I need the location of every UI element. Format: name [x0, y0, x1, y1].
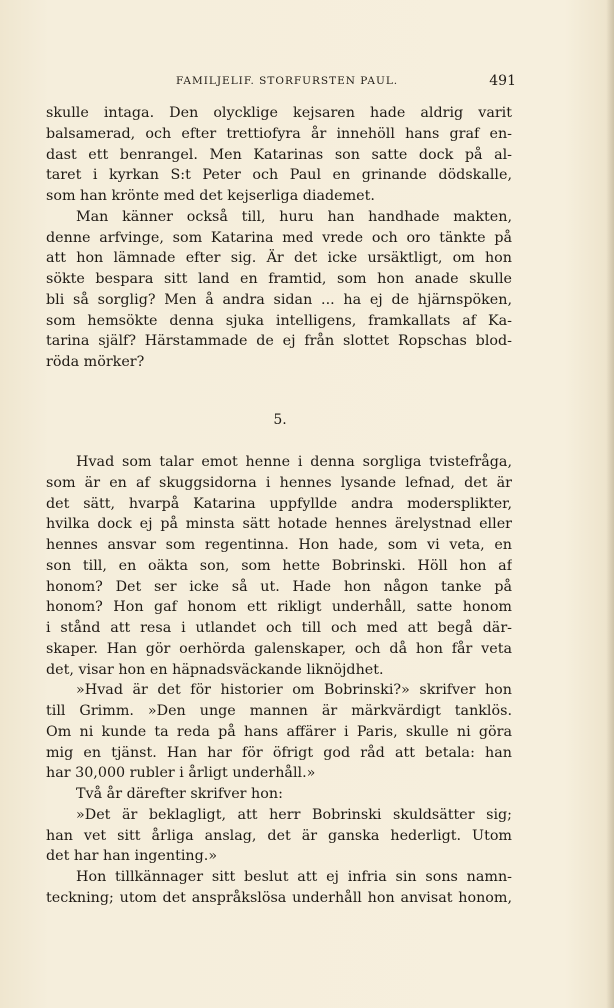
text-line: bli så sorglig? Men å andra sidan ... ha ej de hjärnspöken, [46, 291, 512, 308]
text-line: det sätt, hvarpå Katarina uppfyllde andra modersplikter, [46, 495, 512, 512]
text-line: Om ni kunde ta reda på hans affärer i Paris, skulle ni göra [46, 723, 512, 740]
text-line: att hon lämnade efter sig. Är det icke ursäktligt, om hon [46, 250, 512, 267]
text-line: balsamerad, och efter trettiofyra år innehöll hans graf en- [46, 125, 512, 142]
text-line: »Det är beklagligt, att herr Bobrinski skuldsätter sig; [76, 806, 512, 823]
text-line: mig en tjänst. Han har för öfrigt god råd att betala: han [46, 744, 512, 761]
text-line: taret i kyrkan S:t Peter och Paul en grinande dödskalle, [46, 167, 512, 184]
text-line: Hon tillkännager sitt beslut att ej infria sin sons namn- [76, 869, 512, 885]
text-line: han vet sitt årliga anslag, det är ganska hederligt. Utom [46, 827, 512, 844]
text-line: som hemsökte denna sjuka intelligens, framkallats af Ka- [46, 312, 512, 329]
text-block-2 [46, 452, 512, 909]
running-head: FAMILJELIF. STORFURSTEN PAUL. [176, 75, 399, 87]
text-line: Man känner också till, huru han handhade makten, [76, 208, 512, 225]
page-number: 491 [489, 73, 516, 89]
text-line: Två år därefter skrifver hon: [76, 786, 283, 802]
text-line: som är en af skuggsidorna i hennes lysande lefnad, det är [46, 474, 512, 491]
page-header [46, 73, 516, 93]
text-line: det har han ingenting.» [46, 848, 218, 865]
text-line: tarina själf? Härstammade de ej från slottet Ropschas blod- [46, 333, 512, 350]
text-line: det, visar hon en häpnadsväckande liknöjdhet. [46, 661, 384, 678]
text-line: son till, en oäkta son, som hette Bobrinski. Höll hon af [46, 557, 512, 574]
text-line: hvilka dock ej på minsta sätt hotade hennes ärelystnad eller [46, 516, 512, 533]
section-number: 5. [273, 412, 287, 428]
text-line: till Grimm. »Den unge mannen är märkvärdigt tanklös. [46, 703, 512, 719]
text-line: teckning; utom det anspråkslösa underhåll hon anvisat honom, [46, 889, 512, 906]
text-line: i stånd att resa i utlandet och till och med att begå där- [46, 620, 512, 636]
text-line: honom? Det ser icke så ut. Hade hon någon tanke på [46, 578, 512, 595]
text-line: har 30,000 rubler i årligt underhåll.» [46, 765, 316, 782]
text-line: skulle intaga. Den olycklige kejsaren hade aldrig varit [46, 105, 512, 121]
text-line: »Hvad är det för historier om Bobrinski?» skrifver hon [76, 682, 512, 699]
text-line: dast ett benrangel. Men Katarinas son satte dock på al- [46, 146, 512, 163]
text-line: hennes ansvar som regentinna. Hon hade, som vi veta, en [46, 537, 512, 553]
text-line: röda mörker? [46, 354, 145, 370]
text-line: sökte bespara sitt land en framtid, som hon anade skulle [46, 271, 512, 287]
page-edge-shadow [606, 0, 614, 1008]
text-line: som han krönte med det kejserliga diademet. [46, 188, 375, 204]
text-line: denne arfvinge, som Katarina med vrede och oro tänkte på [46, 229, 512, 246]
text-line: Hvad som talar emot henne i denna sorgliga tvistefråga, [76, 454, 512, 470]
text-block-1 [46, 103, 512, 373]
text-line: skaper. Han gör oerhörda galenskaper, och då hon får veta [46, 640, 512, 657]
text-line: honom? Hon gaf honom ett rikligt underhåll, satte honom [46, 599, 512, 616]
